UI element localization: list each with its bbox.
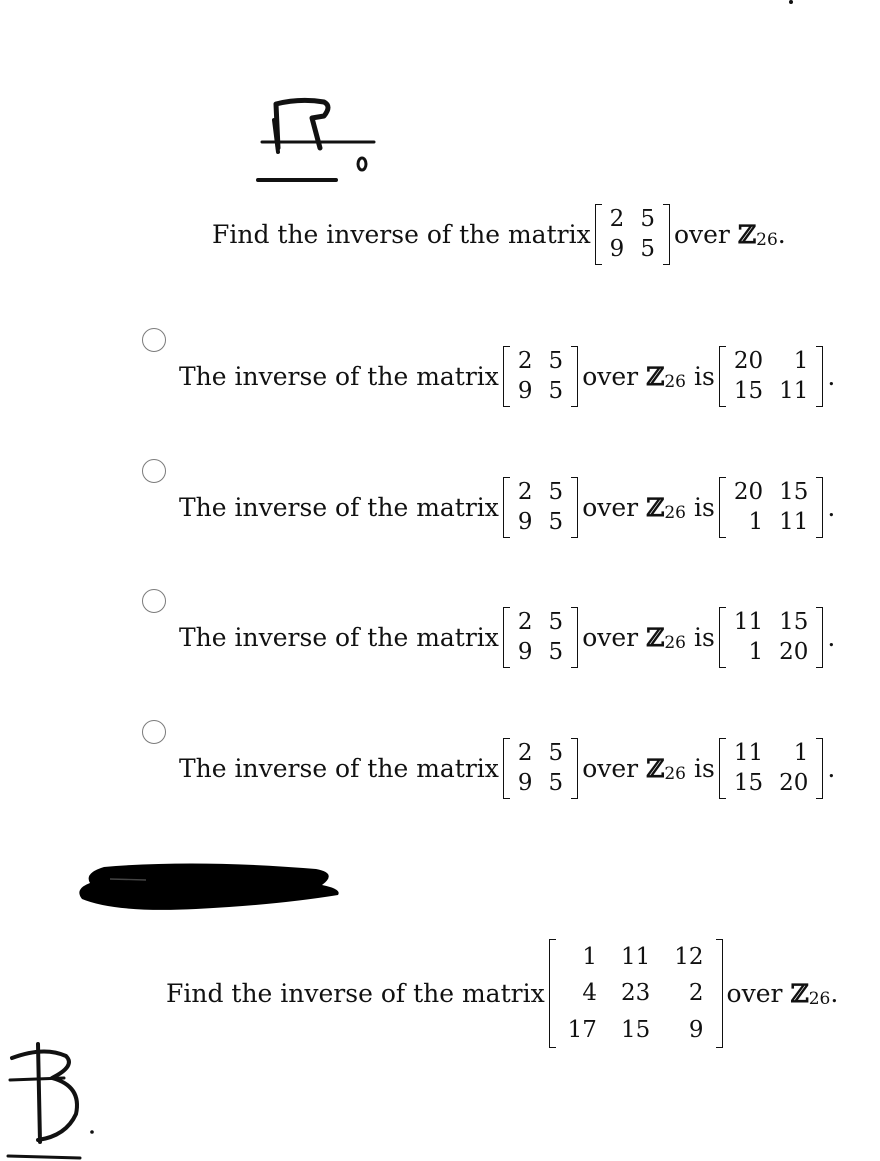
matrix-cell: 20 bbox=[733, 348, 764, 374]
ring-subscript: 26 bbox=[808, 989, 831, 1010]
option-prefix: The inverse of the matrix bbox=[179, 753, 499, 783]
option-1-radio[interactable] bbox=[142, 328, 166, 352]
ring-symbol: ℤ bbox=[646, 753, 665, 783]
redaction-scribble bbox=[76, 855, 348, 915]
matrix-cell: 1 bbox=[793, 740, 809, 766]
option-prefix: The inverse of the matrix bbox=[179, 492, 499, 522]
over-word: over bbox=[582, 361, 639, 391]
ring-symbol: ℤ bbox=[790, 979, 809, 1009]
matrix-cell: 20 bbox=[779, 639, 809, 666]
option-2-text bbox=[179, 477, 835, 538]
period: . bbox=[827, 753, 836, 783]
ring-subscript: 26 bbox=[664, 502, 686, 523]
over-word: over bbox=[582, 622, 639, 652]
matrix-cell: 9 bbox=[517, 509, 533, 536]
matrix-cell: 1 bbox=[793, 348, 809, 374]
ring-symbol: ℤ bbox=[737, 219, 757, 249]
ring-subscript: 26 bbox=[664, 632, 686, 653]
ring-subscript: 26 bbox=[664, 371, 686, 392]
problem-a-matrix bbox=[595, 204, 670, 265]
over-word: over bbox=[673, 219, 730, 249]
matrix-cell: 5 bbox=[548, 378, 564, 405]
problem-b-matrix bbox=[549, 939, 723, 1048]
option-3-radio[interactable] bbox=[142, 589, 166, 613]
matrix-cell: 2 bbox=[517, 740, 533, 766]
option-3-text bbox=[179, 607, 835, 668]
period: . bbox=[777, 219, 786, 249]
matrix-cell: 11 bbox=[779, 509, 809, 536]
option-prefix: The inverse of the matrix bbox=[179, 361, 499, 391]
handwritten-a-label bbox=[250, 90, 390, 190]
matrix-cell: 11 bbox=[620, 944, 651, 970]
matrix-cell: 23 bbox=[620, 980, 651, 1007]
matrix-cell: 2 bbox=[517, 479, 533, 505]
matrix-cell: 11 bbox=[779, 378, 809, 405]
ring-symbol: ℤ bbox=[646, 622, 665, 652]
matrix-cell: 15 bbox=[733, 378, 764, 405]
matrix-cell: 15 bbox=[779, 609, 809, 635]
matrix-cell: 11 bbox=[733, 740, 764, 766]
ring-subscript: 26 bbox=[756, 229, 778, 250]
matrix-cell: 17 bbox=[567, 1016, 597, 1043]
option-2-matrix bbox=[503, 477, 578, 538]
matrix-cell: 11 bbox=[733, 609, 764, 635]
matrix-cell: 9 bbox=[609, 236, 625, 263]
over-word: over bbox=[582, 753, 639, 783]
option-3-matrix bbox=[503, 607, 578, 668]
matrix-cell: 5 bbox=[548, 770, 564, 797]
option-1-text bbox=[179, 346, 835, 407]
matrix-cell: 5 bbox=[548, 639, 564, 666]
handwritten-b-label bbox=[4, 1040, 104, 1160]
option-2-radio[interactable] bbox=[142, 459, 166, 483]
matrix-cell: 2 bbox=[609, 206, 625, 232]
option-3-answer-matrix bbox=[719, 607, 824, 668]
period: . bbox=[827, 622, 836, 652]
is-word: is bbox=[694, 492, 715, 522]
matrix-cell: 15 bbox=[779, 479, 809, 505]
problem-b-statement bbox=[166, 939, 838, 1048]
matrix-cell: 2 bbox=[688, 980, 704, 1007]
option-2-answer-matrix bbox=[719, 477, 824, 538]
problem-a-prefix: Find the inverse of the matrix bbox=[212, 219, 591, 249]
matrix-cell: 5 bbox=[640, 206, 655, 232]
matrix-cell: 9 bbox=[688, 1016, 704, 1043]
matrix-cell: 20 bbox=[733, 479, 764, 505]
matrix-cell: 12 bbox=[674, 944, 704, 970]
option-4-radio[interactable] bbox=[142, 720, 166, 744]
matrix-cell: 9 bbox=[517, 378, 533, 405]
matrix-cell: 5 bbox=[548, 509, 564, 536]
option-4-text bbox=[179, 738, 835, 799]
matrix-cell: 15 bbox=[733, 770, 764, 797]
matrix-cell: 5 bbox=[548, 348, 564, 374]
stray-dot bbox=[789, 0, 793, 4]
period: . bbox=[830, 979, 839, 1009]
matrix-cell: 5 bbox=[640, 236, 655, 263]
option-prefix: The inverse of the matrix bbox=[179, 622, 499, 652]
over-word: over bbox=[726, 979, 783, 1009]
matrix-cell: 5 bbox=[548, 609, 564, 635]
matrix-cell: 5 bbox=[548, 740, 564, 766]
option-4-answer-matrix bbox=[719, 738, 824, 799]
is-word: is bbox=[694, 361, 715, 391]
matrix-cell: 5 bbox=[548, 479, 564, 505]
option-4-matrix bbox=[503, 738, 578, 799]
matrix-cell: 1 bbox=[582, 944, 597, 970]
period: . bbox=[827, 492, 836, 522]
ring-subscript: 26 bbox=[664, 763, 686, 784]
matrix-cell: 1 bbox=[748, 509, 764, 536]
matrix-cell: 9 bbox=[517, 770, 533, 797]
problem-b-prefix: Find the inverse of the matrix bbox=[166, 979, 545, 1009]
matrix-cell: 20 bbox=[779, 770, 809, 797]
ring-symbol: ℤ bbox=[646, 492, 665, 522]
matrix-cell: 2 bbox=[517, 609, 533, 635]
matrix-cell: 9 bbox=[517, 639, 533, 666]
option-1-answer-matrix bbox=[719, 346, 824, 407]
option-1-matrix bbox=[503, 346, 578, 407]
matrix-cell: 2 bbox=[517, 348, 533, 374]
over-word: over bbox=[582, 492, 639, 522]
matrix-cell: 1 bbox=[748, 639, 764, 666]
matrix-cell: 4 bbox=[582, 980, 597, 1007]
is-word: is bbox=[694, 753, 715, 783]
ring-symbol: ℤ bbox=[646, 361, 665, 391]
is-word: is bbox=[694, 622, 715, 652]
period: . bbox=[827, 361, 836, 391]
problem-a-statement bbox=[212, 204, 786, 265]
matrix-cell: 15 bbox=[620, 1016, 651, 1043]
